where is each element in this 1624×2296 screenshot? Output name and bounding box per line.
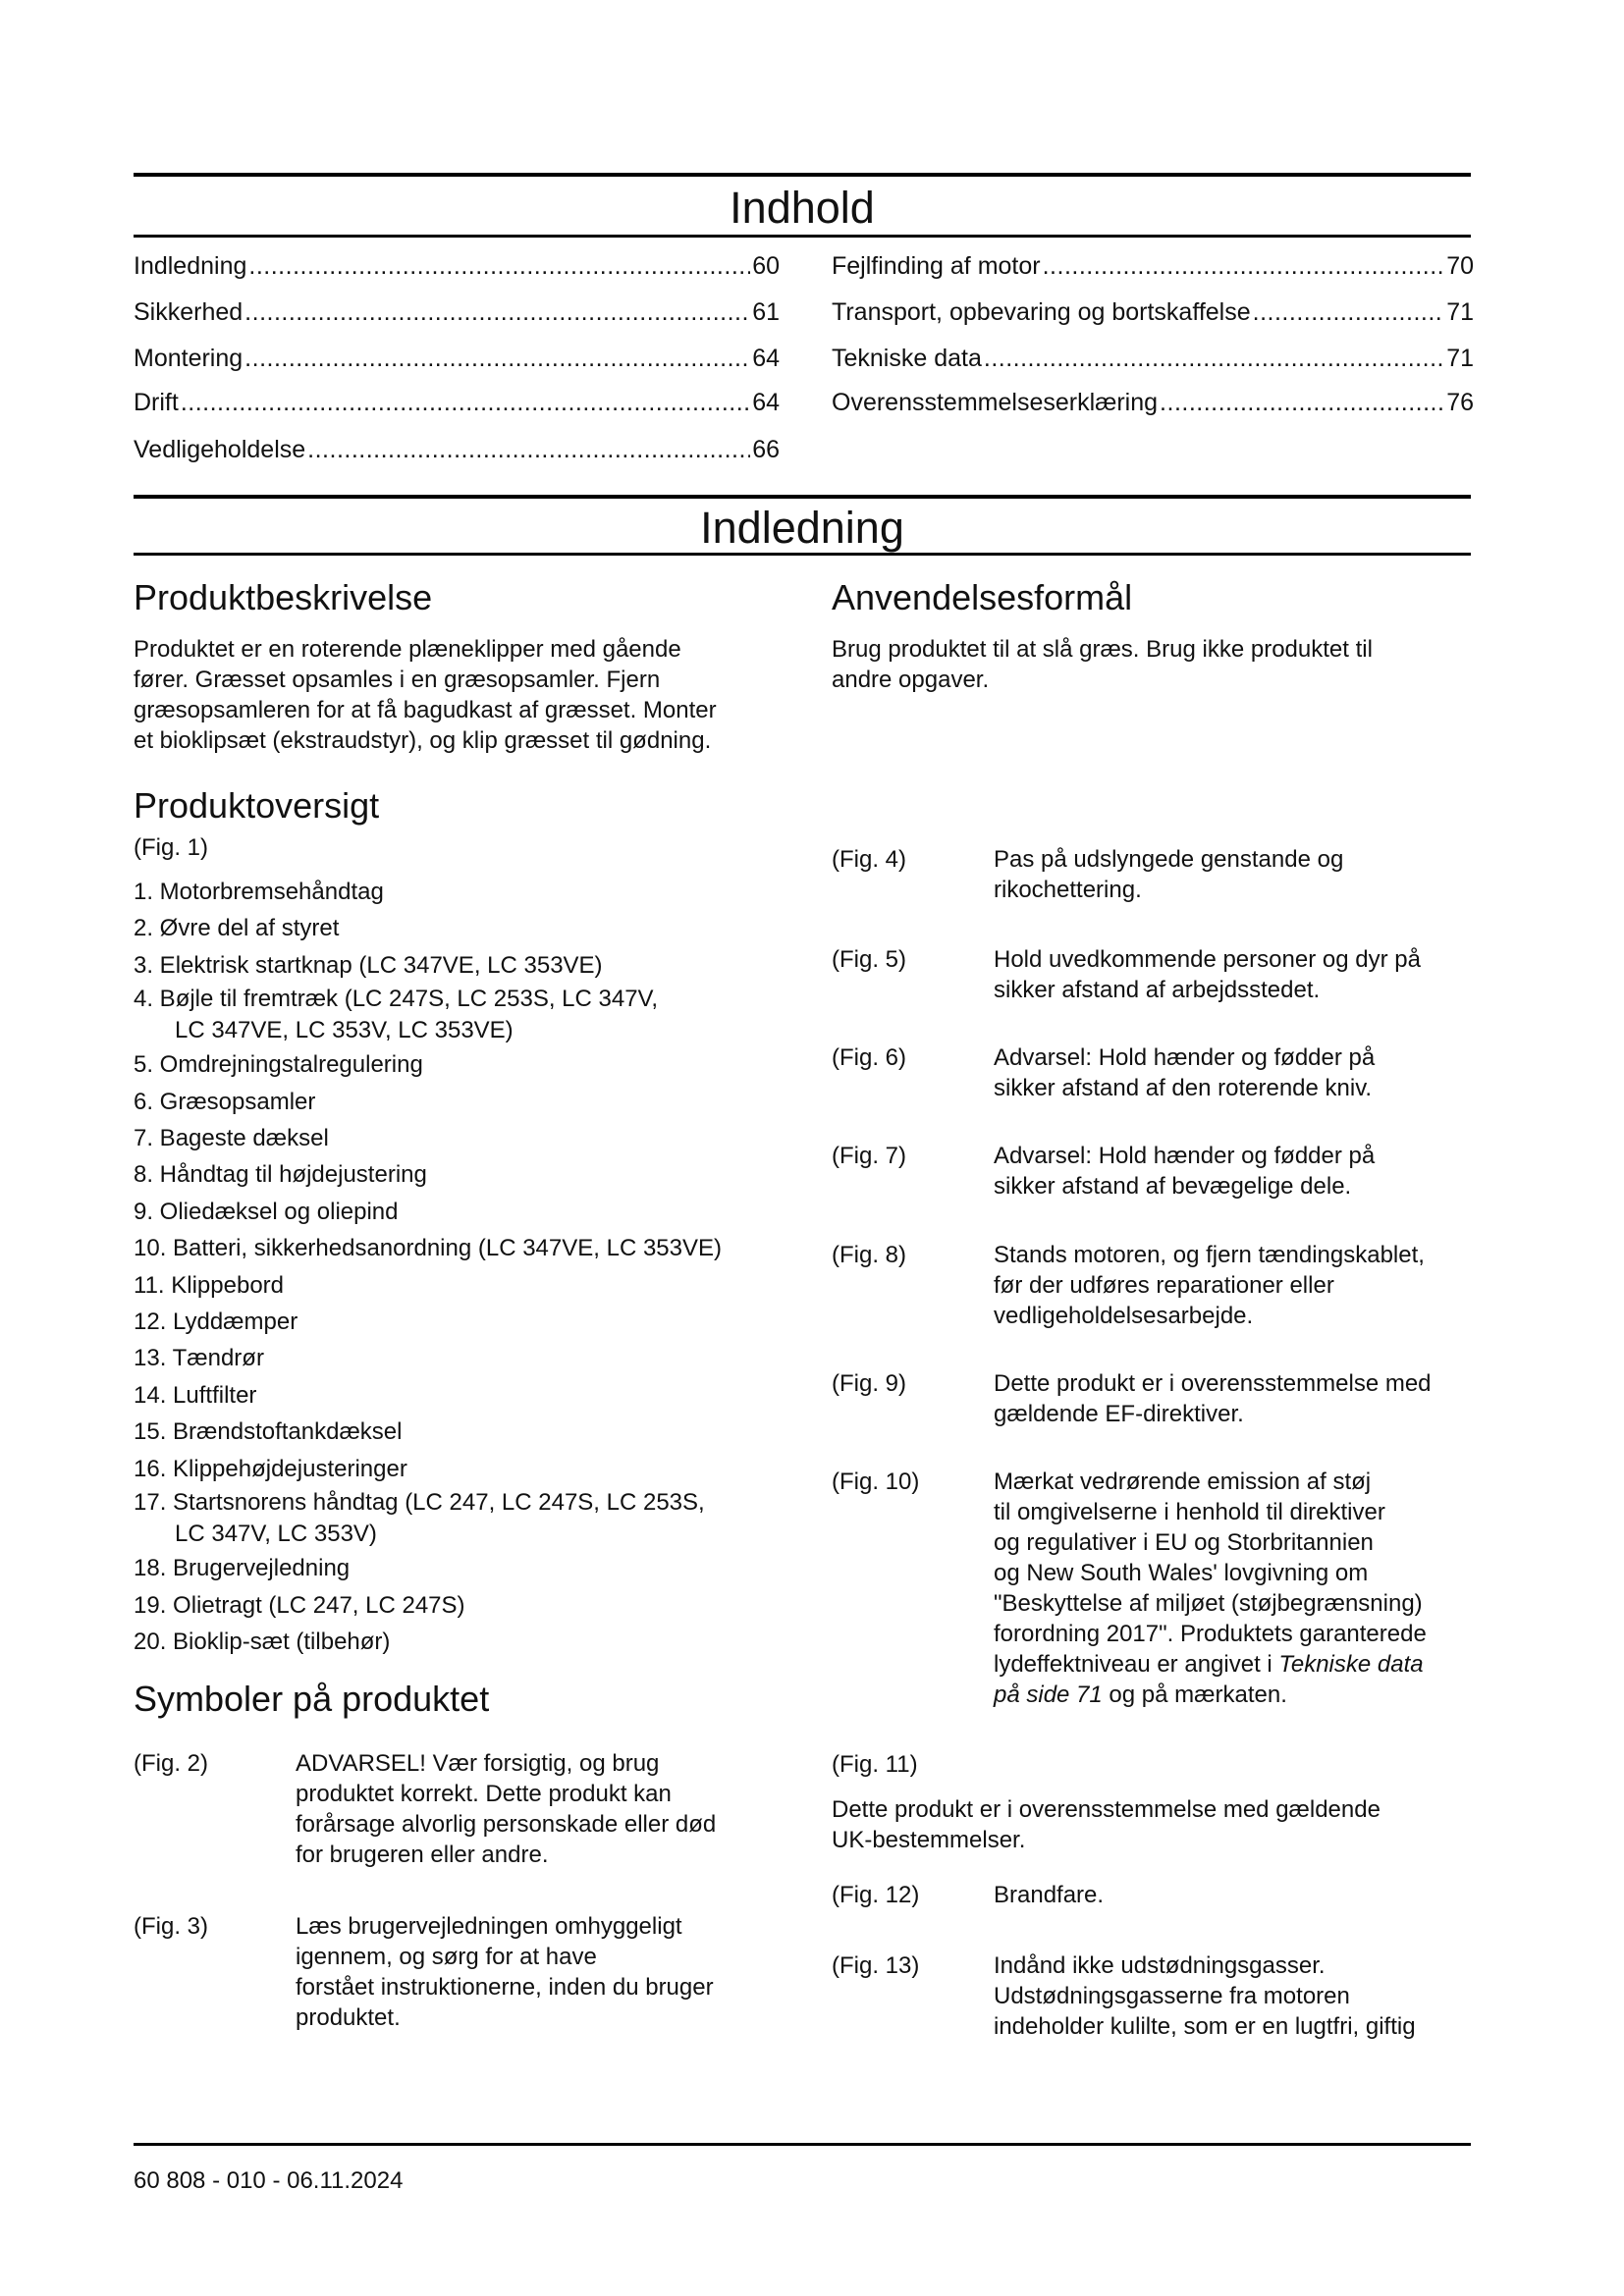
produktbeskrivelse-line: Produktet er en roterende plæneklipper med gående xyxy=(134,636,681,663)
toc-entry xyxy=(134,251,780,281)
list-item xyxy=(134,1487,801,1550)
toc-entry-page: 71 xyxy=(1446,345,1474,372)
toc-entry xyxy=(134,344,780,373)
list-item-text: 5. Omdrejningstalregulering xyxy=(134,1051,423,1079)
list-item xyxy=(134,1624,801,1660)
list-item xyxy=(134,1046,801,1083)
toc-entry-page: 71 xyxy=(1446,298,1474,326)
intro-title: Indledning xyxy=(700,503,904,553)
list-item xyxy=(134,1084,801,1120)
list-item-text: 17. Startsnorens håndtag (LC 247, LC 247S, LC 253S, xyxy=(134,1489,705,1517)
symbol-fig-ref: (Fig. 7) xyxy=(832,1143,907,1169)
symbol-description-line: sikker afstand af arbejdsstedet. xyxy=(994,977,1321,1003)
toc-entry-page: 60 xyxy=(752,252,780,280)
toc-entry-page: 64 xyxy=(752,389,780,416)
list-item-text: 12. Lyddæmper xyxy=(134,1308,298,1336)
toc-entry xyxy=(832,388,1474,417)
symbol-description-line: og regulativer i EU og Storbritannien xyxy=(994,1529,1374,1556)
toc-leader-dots xyxy=(181,388,750,417)
toc-leader-dots xyxy=(244,297,750,327)
symbol-description xyxy=(994,944,1480,1005)
symbol-fig-ref: (Fig. 3) xyxy=(134,1913,209,1940)
symbol-description xyxy=(994,1950,1480,2042)
list-item xyxy=(134,1377,801,1414)
symbol-description xyxy=(296,1748,762,1870)
symbol-description xyxy=(994,1467,1480,1710)
produktbeskrivelse-line: græsopsamleren for at få bagudkast af græsset. Monter xyxy=(134,697,717,723)
symbol-description-line: Hold uvedkommende personer og dyr på xyxy=(994,946,1421,973)
symbol-description-line: gældende EF-direktiver. xyxy=(994,1401,1244,1427)
toc-entry-label: Transport, opbevaring og bortskaffelse xyxy=(832,298,1251,326)
symbol-description-line xyxy=(994,1680,1480,1710)
produktbeskrivelse-heading: Produktbeskrivelse xyxy=(134,577,433,617)
list-item xyxy=(134,1230,801,1266)
toc-title: Indhold xyxy=(730,183,875,233)
list-item xyxy=(134,910,801,946)
symbol-description-line: forordning 2017". Produktets garanterede xyxy=(994,1621,1427,1647)
list-item xyxy=(134,1550,801,1586)
symbol-description-line: og New South Wales' lovgivning om xyxy=(994,1560,1369,1586)
toc-entry-label: Tekniske data xyxy=(832,345,982,372)
list-item xyxy=(134,1587,801,1624)
toc-entry-page: 61 xyxy=(752,298,780,326)
intro-bottom-rule xyxy=(134,553,1471,556)
symbol-description xyxy=(994,1368,1480,1429)
produktbeskrivelse-text xyxy=(134,634,782,756)
produktoversigt-fig: (Fig. 1) xyxy=(134,834,209,861)
list-item xyxy=(134,1304,801,1340)
list-item-text: 16. Klippehøjdejusteringer xyxy=(134,1455,407,1482)
fig11-text-line: Dette produkt er i overensstemmelse med gældende xyxy=(832,1796,1380,1823)
symbol-fig-ref: (Fig. 11) xyxy=(832,1751,918,1778)
toc-entry xyxy=(134,388,780,417)
symbol-description-line: Udstødningsgasserne fra motoren xyxy=(994,1983,1350,2009)
toc-entry xyxy=(832,297,1474,327)
toc-leader-dots xyxy=(1043,251,1445,281)
list-item xyxy=(134,947,801,984)
toc-entry-label: Montering xyxy=(134,345,244,372)
toc-entry-label: Indledning xyxy=(134,252,247,280)
list-item xyxy=(134,1451,801,1487)
symbol-fig-ref: (Fig. 9) xyxy=(832,1370,907,1397)
toc-top-rule xyxy=(134,173,1471,177)
symbol-fig-ref: (Fig. 6) xyxy=(832,1044,907,1071)
list-item-text: 7. Bageste dæksel xyxy=(134,1125,329,1152)
list-item xyxy=(134,1194,801,1230)
list-item-text: 13. Tændrør xyxy=(134,1345,264,1372)
list-item-text: 6. Græsopsamler xyxy=(134,1088,316,1115)
list-item-text: 15. Brændstoftankdæksel xyxy=(134,1418,403,1446)
symbol-description-line: ADVARSEL! Vær forsigtig, og brug xyxy=(296,1750,660,1777)
symbol-description-line: Pas på udslyngede genstande og xyxy=(994,846,1344,873)
symbol-description-line: Læs brugervejledningen omhyggeligt xyxy=(296,1913,682,1940)
symbol-description-line: igennem, og sørg for at have xyxy=(296,1944,597,1970)
symboler-heading: Symboler på produktet xyxy=(134,1679,490,1719)
symbol-description-line: "Beskyttelse af miljøet (støjbegrænsning) xyxy=(994,1590,1423,1617)
symbol-description-line: Advarsel: Hold hænder og fødder på xyxy=(994,1143,1376,1169)
toc-entry-page: 76 xyxy=(1446,389,1474,416)
toc-leader-dots xyxy=(1253,297,1445,327)
symbol-description-line: forstået instruktionerne, inden du bruger xyxy=(296,1974,714,2001)
symbol-description-line: forårsage alvorlig personskade eller død xyxy=(296,1811,717,1838)
toc-bottom-rule xyxy=(134,235,1471,238)
symbol-description-line: produktet. xyxy=(296,2004,401,2031)
symbol-description xyxy=(296,1911,762,2033)
symbol-description-text: lydeffektniveau er angivet i xyxy=(994,1651,1279,1678)
intro-top-rule xyxy=(134,495,1471,499)
symbol-fig-ref: (Fig. 4) xyxy=(832,846,907,873)
list-item-text: 1. Motorbremsehåndtag xyxy=(134,879,384,905)
toc-entry-page: 70 xyxy=(1446,252,1474,280)
list-item-text: 18. Brugervejledning xyxy=(134,1555,351,1582)
symbol-description-line: til omgivelserne i henhold til direktiver xyxy=(994,1499,1385,1525)
symbol-description-line: Dette produkt er i overensstemmelse med xyxy=(994,1370,1432,1397)
toc-entry-label: Overensstemmelseserklæring xyxy=(832,389,1159,416)
toc-entry-label: Vedligeholdelse xyxy=(134,436,306,463)
list-item-text: 4. Bøjle til fremtræk (LC 247S, LC 253S, LC 347V, xyxy=(134,986,659,1013)
list-item-text: 10. Batteri, sikkerhedsanordning (LC 347VE, LC 353VE) xyxy=(134,1235,723,1262)
symbol-description-line: Mærkat vedrørende emission af støj xyxy=(994,1468,1372,1495)
list-item-text: 11. Klippebord xyxy=(134,1271,284,1299)
toc-leader-dots xyxy=(244,344,750,373)
anvendelse-line: andre opgaver. xyxy=(832,667,990,693)
symbol-description-line: Indånd ikke udstødningsgasser. xyxy=(994,1952,1326,1979)
symbol-description-line: vedligeholdelsesarbejde. xyxy=(994,1303,1254,1329)
produktoversigt-heading: Produktoversigt xyxy=(134,785,380,826)
toc-entry-label: Drift xyxy=(134,389,179,416)
toc-entry-page: 66 xyxy=(752,436,780,463)
symbol-description xyxy=(994,1880,1480,1910)
symbol-description-line: sikker afstand af den roterende kniv. xyxy=(994,1075,1373,1101)
symbol-fig-ref: (Fig. 10) xyxy=(832,1468,920,1495)
anvendelse-line: Brug produktet til at slå græs. Brug ikke produktet til xyxy=(832,636,1373,663)
symbol-fig-ref: (Fig. 12) xyxy=(832,1882,920,1908)
list-item-continuation: LC 347VE, LC 353V, LC 353VE) xyxy=(175,1017,514,1044)
symbol-description-line: Stands motoren, og fjern tændingskablet, xyxy=(994,1242,1425,1268)
produktbeskrivelse-line: et bioklipsæt (ekstraudstyr), og klip græsset til gødning. xyxy=(134,727,712,754)
list-item xyxy=(134,984,801,1046)
symbol-fig-ref: (Fig. 2) xyxy=(134,1750,209,1777)
symbol-description-text: og på mærkaten. xyxy=(1102,1682,1287,1708)
toc-leader-dots xyxy=(307,435,750,464)
list-item xyxy=(134,1156,801,1193)
fig11-text-line: UK-bestemmelser. xyxy=(832,1827,1026,1853)
toc-leader-dots xyxy=(1160,388,1444,417)
symbol-description-line xyxy=(994,1649,1480,1680)
cross-reference-link: på side 71 xyxy=(994,1682,1103,1708)
symbol-description-line: Advarsel: Hold hænder og fødder på xyxy=(994,1044,1376,1071)
symbol-description xyxy=(994,1042,1480,1103)
symbol-description xyxy=(994,1141,1480,1201)
anvendelse-heading: Anvendelsesformål xyxy=(832,577,1133,617)
cross-reference-link: Tekniske data xyxy=(1278,1651,1424,1678)
toc-entry-label: Sikkerhed xyxy=(134,298,244,326)
list-item-continuation: LC 347V, LC 353V) xyxy=(175,1521,377,1548)
symbol-description-line: Brandfare. xyxy=(994,1882,1105,1908)
list-item xyxy=(134,874,801,910)
symbol-fig-ref: (Fig. 8) xyxy=(832,1242,907,1268)
symbol-fig-ref: (Fig. 5) xyxy=(832,946,907,973)
list-item xyxy=(134,1267,801,1304)
list-item xyxy=(134,1120,801,1156)
symbol-description-line: rikochettering. xyxy=(994,877,1142,903)
footer-rule xyxy=(134,2143,1471,2146)
list-item-text: 14. Luftfilter xyxy=(134,1381,257,1409)
toc-entry xyxy=(134,435,780,464)
symbol-description-line: indeholder kulilte, som er en lugtfri, giftig xyxy=(994,2013,1416,2040)
symbol-description xyxy=(994,844,1480,905)
toc-leader-dots xyxy=(984,344,1444,373)
toc-entry-page: 64 xyxy=(752,345,780,372)
toc-entry-label: Fejlfinding af motor xyxy=(832,252,1041,280)
symbol-description-line: før der udføres reparationer eller xyxy=(994,1272,1334,1299)
list-item-text: 9. Oliedæksel og oliepind xyxy=(134,1198,399,1225)
list-item-text: 2. Øvre del af styret xyxy=(134,915,340,942)
fig11-text xyxy=(832,1794,1460,1855)
toc-entry xyxy=(832,251,1474,281)
toc-entry xyxy=(832,344,1474,373)
list-item-text: 3. Elektrisk startknap (LC 347VE, LC 353VE) xyxy=(134,951,603,979)
symbol-description-line: for brugeren eller andre. xyxy=(296,1842,549,1868)
symbol-description-line: sikker afstand af bevægelige dele. xyxy=(994,1173,1352,1200)
anvendelse-text xyxy=(832,634,1460,695)
toc-entry xyxy=(134,297,780,327)
toc-leader-dots xyxy=(248,251,750,281)
list-item-text: 20. Bioklip-sæt (tilbehør) xyxy=(134,1628,391,1655)
symbol-description xyxy=(994,1240,1480,1331)
list-item xyxy=(134,1414,801,1450)
produktbeskrivelse-line: fører. Græsset opsamles i en græsopsamler. Fjern xyxy=(134,667,661,693)
symbol-description-line: produktet korrekt. Dette produkt kan xyxy=(296,1781,672,1807)
produktoversigt-list xyxy=(134,874,801,1660)
symbol-fig-ref: (Fig. 13) xyxy=(832,1952,920,1979)
list-item-text: 8. Håndtag til højdejustering xyxy=(134,1161,427,1189)
footer-doc-id: 60 808 - 010 - 06.11.2024 xyxy=(134,2167,404,2194)
list-item-text: 19. Olietragt (LC 247, LC 247S) xyxy=(134,1591,465,1619)
list-item xyxy=(134,1340,801,1376)
